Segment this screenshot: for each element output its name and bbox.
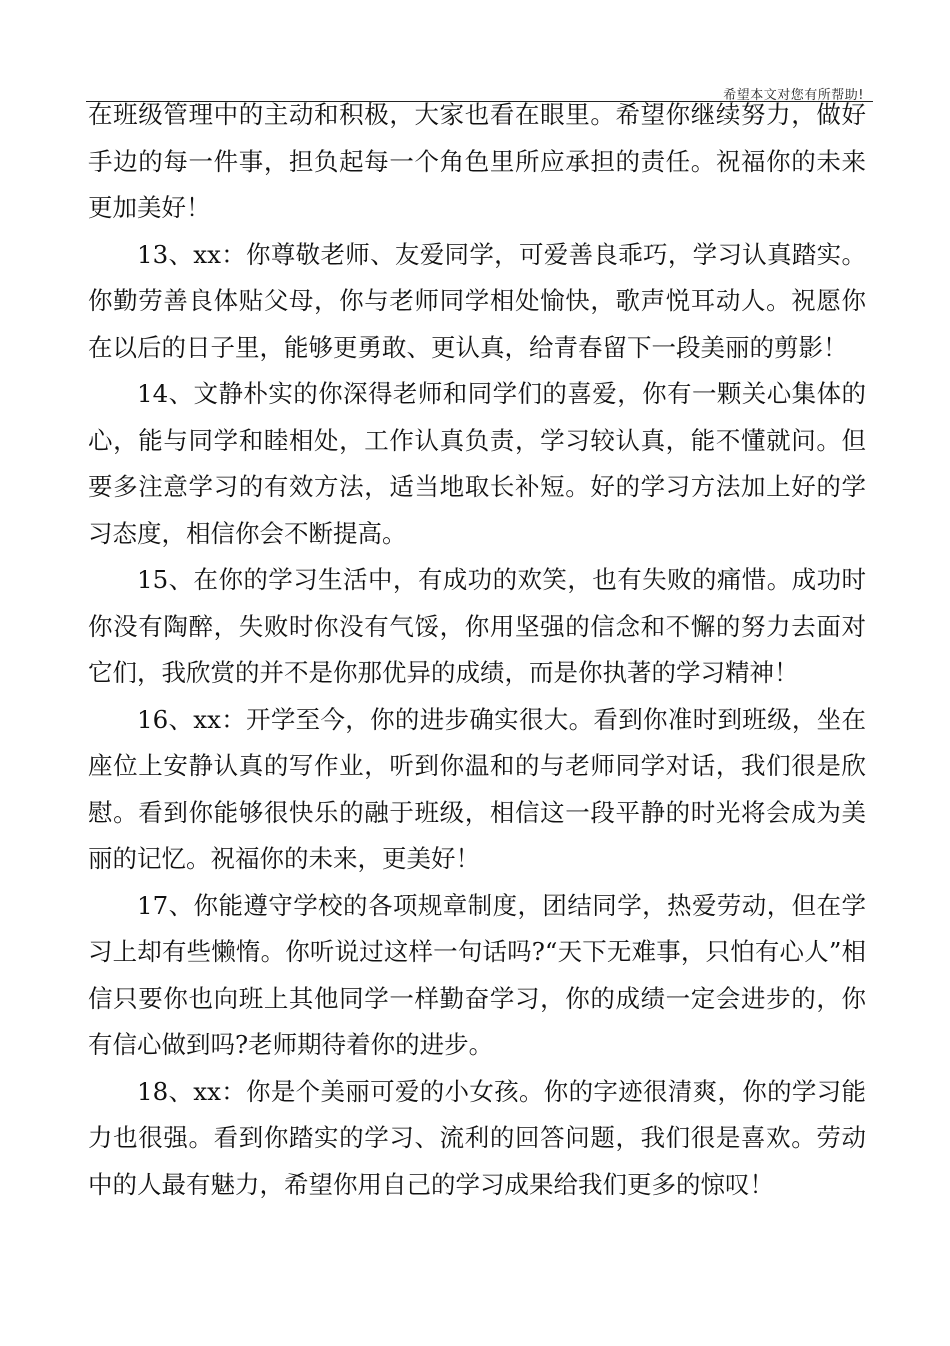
document-body [88, 92, 866, 1208]
header-note: 希望本文对您有所帮助! [723, 88, 864, 103]
paragraph-16: 16、xx：开学至今，你的进步确实很大。看到你准时到班级，坐在座位上安静认真的写作业，听到你温和的与老师同学对话，我们很是欣慰。看到你能够很快乐的融于班级，相信这一段平静的时光将会成为美丽的记忆。祝福你的未来，更美好！ [88, 704, 866, 873]
paragraph-14: 14、文静朴实的你深得老师和同学们的喜爱，你有一颗关心集体的心，能与同学和睦相处，工作认真负责，学习较认真，能不懂就问。但要多注意学习的有效方法，适当地取长补短。好的学习方法加上好的学习态度，相信你会不断提高。 [88, 379, 866, 548]
paragraph-18: 18、xx：你是个美丽可爱的小女孩。你的字迹很清爽，你的学习能力也很强。看到你踏实的学习、流利的回答问题，我们很是喜欢。劳动中的人最有魅力，希望你用自己的学习成果给我们更多的惊叹！ [88, 1076, 866, 1199]
paragraph-continuation: 在班级管理中的主动和积极，大家也看在眼里。希望你继续努力，做好手边的每一件事，担负起每一个角色里所应承担的责任。祝福你的未来更加美好！ [88, 100, 866, 222]
paragraph-17: 17、你能遵守学校的各项规章制度，团结同学，热爱劳动，但在学习上却有些懒惰。你听说过这样一句话吗?“天下无难事，只怕有心人”相信只要你也向班上其他同学一样勤奋学习，你的成绩一定会进步的，你有信心做到吗?老师期待着你的进步。 [88, 890, 866, 1059]
paragraph-15: 15、在你的学习生活中，有成功的欢笑，也有失败的痛惜。成功时你没有陶醉，失败时你没有气馁，你用坚强的信念和不懈的努力去面对它们，我欣赏的并不是你那优异的成绩，而是你执著的学习精神！ [88, 565, 866, 687]
paragraph-13: 13、xx：你尊敬老师、友爱同学，可爱善良乖巧，学习认真踏实。你勤劳善良体贴父母，你与老师同学相处愉快，歌声悦耳动人。祝愿你在以后的日子里，能够更勇敢、更认真，给青春留下一段美丽的剪影！ [88, 239, 866, 362]
